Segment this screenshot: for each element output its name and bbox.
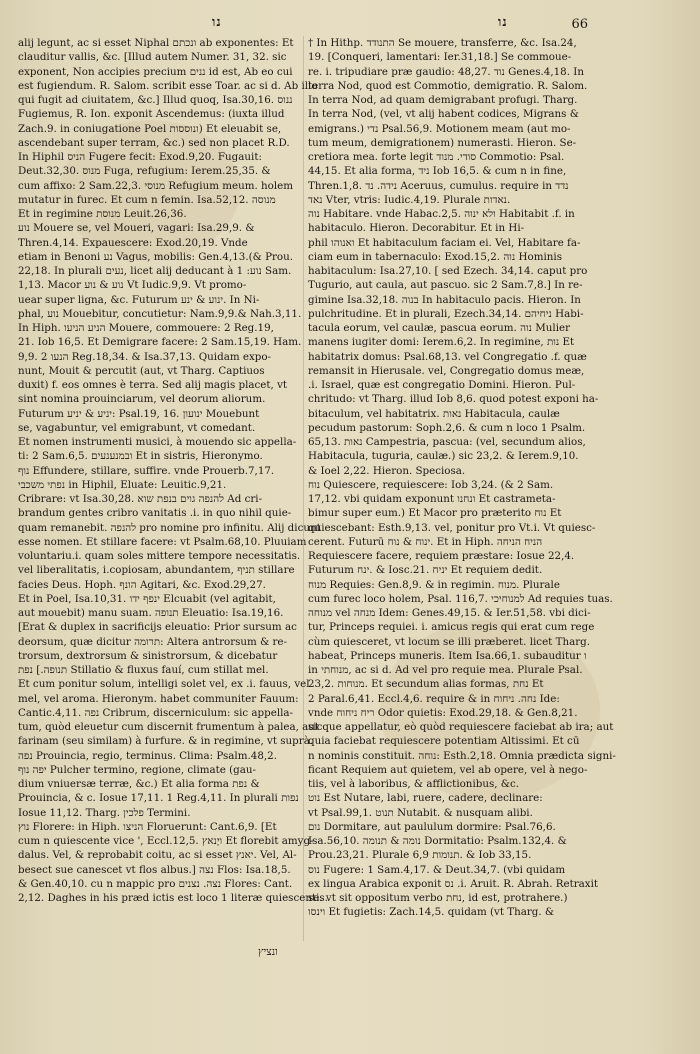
text-line: se. vt sit oppositum verbo נחת, id est, protrahere.)	[308, 892, 568, 904]
text-line: Deut.32,30. מנוס Fuga, refugium: Ierem.25,35. &	[18, 165, 271, 178]
left-column	[18, 36, 328, 905]
text-line: alij legunt, ac si esset Niphal ונכתם ab exponentes: Et	[18, 37, 294, 49]
right-column	[308, 36, 616, 920]
text-line: mutatur in furec. Et cum n femin. Isa.52,12. מנוסה	[18, 193, 276, 206]
text-line: tacula eorum, vel caulæ, pascua eorum. נוה Mulier	[308, 322, 571, 334]
text-line: ficant Requiem aut quietem, vel ab opere, vel à nego-	[308, 763, 588, 776]
text-line: 17,12. vbi quidam exponunt ונחנו Et castrameta-	[308, 493, 556, 505]
text-line: emigrans.) נדי Psal.56,9. Motionem meam (aut mo-	[308, 122, 571, 135]
text-line: & Gen.40,10. cu n mappic pro נצה. נצנים Flores: Cant.	[18, 877, 293, 890]
text-line: Cribrare: vt Isa.30,28. להנפה גוים בנפת שוא Ad cri-	[18, 493, 263, 505]
text-line: clauditur vallis, &c. [Illud autem Numer. 31, 32. sic	[18, 51, 287, 64]
text-line: Futurum ינח. & Iosc.21. יניח Et requiem dedit.	[308, 564, 543, 577]
text-line: Cantic.4,11. נפה Cribrum, discerniculum: sic appella-	[18, 706, 294, 719]
text-line: Thren.4,14. Expauescere: Exod.20,19. Vnde	[18, 236, 248, 249]
text-line: vt Psal.99,1. תנוט Nutabit. & nusquam alibi.	[308, 806, 533, 819]
text-line: tiis, vel à laboribus, & afflictionibus, &c.	[308, 778, 519, 790]
text-line: brandum gentes cribro vanitatis .i. in quo nihil quie-	[18, 507, 292, 520]
text-line: bimur super eum.) Et Macor pro præterito נוח Et	[308, 507, 562, 520]
text-line: Iosue 11,12. Tharg. פלכין Termini.	[18, 806, 191, 819]
running-head-left: נו	[212, 15, 222, 30]
text-line: phal, נוע Mouebitur, concutietur: Nam.9,9.& Nah.3,11.	[18, 307, 302, 320]
text-line: 44,15. Et alia forma, ניד Iob 16,5. & cum n in fine,	[308, 165, 567, 178]
text-line: cum furec loco holem, Psal. 116,7. למנוחיכי Ad requies tuas.	[308, 592, 613, 605]
text-line: bitaculum, vel habitatrix. נאות Habitacula, caulæ	[308, 407, 560, 420]
text-line: re. i. tripudiare præ gaudio: 48,27. נוד Genes.4,18. In	[308, 65, 584, 78]
text-line: voluntariu.i. quam soles mittere tempore necessitatis.	[18, 550, 301, 562]
text-line: quia faciebat requiescere potentiam Altissimi. Et cū	[308, 735, 580, 748]
text-line: quiescebant: Esth.9,13. vel, ponitur pro Vt.i. Vt quiesc-	[308, 521, 596, 534]
text-line: נוט Est Nutare, labi, ruere, cadere, declinare:	[308, 792, 543, 805]
text-line: 65,13. נאות Campestria, pascua: (vel, secundum alios,	[308, 436, 586, 448]
text-line: נוס Fugere: 1 Sam.4,17. & Deut.34,7. (vbi quidam	[308, 863, 566, 876]
text-line: sint nomina prouinciarum, vel deorum aliorum.	[18, 393, 266, 406]
text-line: נוע Mouere se, vel Moueri, vagari: Isa.29,9. &	[18, 222, 255, 235]
text-line: 2 Paral.6,41. Eccl.4,6. require & in נחה. ניחוח Ide:	[308, 692, 560, 705]
text-line: Et in Poel, Isa.10,31. ינפף ידו Elcuabit (vel agitabit,	[18, 592, 276, 605]
text-line: 23,2. מנוחות. Et secundum alias formas, נחת Et	[308, 678, 544, 691]
running-head-right: נו	[498, 15, 508, 30]
text-line: tum meum, demigrationem) numerasti. Hieron. Se-	[308, 136, 577, 149]
text-line: pulchritudine. Et in plurali, Ezech.34,14. ניחיהם Habi-	[308, 307, 584, 320]
text-line: מנוח Requies: Gen.8,9. & in regimin. מנוח. Plurale	[308, 578, 560, 591]
text-line: habitaculo. Hieron. Decorabitur. Et in Hi-	[308, 222, 525, 235]
text-line: Habitacula, tuguria, caulæ.) sic 23,2. & Ierem.9,10.	[308, 450, 579, 463]
text-line: יפה נוף Pulcher termino, regione, climate (gau-	[18, 763, 257, 776]
text-line: ascendebant super terram, &c.) sed non placet R.D.	[18, 136, 290, 149]
text-line: dalus. Vel, & reprobabit coitu, ac si esset יאנץ. Vel, Al-	[18, 849, 297, 862]
text-line: וינסו Et fugietis: Zach.14,5. quidam (vt Tharg. &	[308, 906, 555, 919]
text-line: נפה Prouincia, regio, terminus. Clima: Psalm.48,2.	[18, 749, 277, 762]
text-line: cretiora mea. forte legit סודי. מנוד Commotio: Psal.	[308, 151, 565, 163]
page-number: 66	[571, 17, 588, 32]
text-line: duxit) f. eos omnes è terra. Sed alij magis placet, vt	[18, 379, 288, 391]
text-line: habitatrix domus: Psal.68,13. vel Congregatio .f. quæ	[308, 350, 587, 363]
text-line: manens iugiter domi: Ierem.6,2. In regimine, נות Et	[308, 336, 575, 349]
text-line: vnde ריח ניחוח Odor quietis: Exod.29,18. & Gen.8,21.	[308, 706, 578, 719]
text-line: aut mouebit) manu suam. תנופה Eleuatio: Isa.19,16.	[18, 607, 284, 619]
text-line: Requiescere facere, requiem præstare: Iosue 22,4.	[308, 550, 575, 562]
text-line: chritudo: vt Tharg. illud Iob 8,6. quod potest exponi ha-	[308, 393, 599, 406]
text-line: trorsum, dextrorsum & sinistrorsum, & dicebatur	[18, 649, 278, 662]
text-line: farinam (seu similam) à furfure. & in regimine, vt suprà.	[18, 735, 314, 748]
text-line: 9,9. הנעו 2 Reg.18,34. & Isa.37,13. Quidam expo-	[18, 350, 272, 363]
text-line: tur, Princeps requiei. i. amicus regis qui erat cum rege	[308, 621, 595, 634]
text-line: ciam eum in tabernaculo: Exod.15,2. נוה Hominis	[308, 250, 562, 263]
text-line: facies Deus. Hoph. הונף Agitari, &c. Exod.29,27.	[18, 578, 266, 591]
text-line: 1,13. Macor נוע & נוע Vt Iudic.9,9. Vt promo-	[18, 279, 247, 292]
text-line: deorsum, quæ dicitur תרומה: Altera antrorsum & re-	[18, 635, 288, 648]
text-line: Prou.23,21. Plurale תנומות 6,9. & Iob 33,15.	[308, 849, 532, 862]
text-line: terra Nod, quod est Commotio, demigratio. R. Salom.	[308, 79, 588, 92]
text-line: mel, vel aroma. Hieronym. habet communiter Fauum:	[18, 692, 299, 705]
text-line: exponent, Non accipies precium ננים id est, Ab eo cui	[18, 65, 293, 78]
text-line: מנוחה vel מנחה Idem: Genes.49,15. & Ier.51,58. vbi dici-	[308, 607, 591, 619]
text-line: [Erat & duplex in sacrificijs eleuatio: Prior sursum ac	[18, 621, 297, 634]
text-line: quam remanebit. להנפה pro nomine pro infinitu. Alij dicunt	[18, 521, 321, 534]
text-line: & Ioel 2,22. Hieron. Speciosa.	[308, 464, 466, 477]
text-line: Prouincia, & c. Iosue 17,11. 1 Reg.4,11. In plurali נפות	[18, 792, 299, 805]
column-divider	[303, 36, 304, 941]
text-line: ex lingua Arabica exponit נס .i. Aruit. R. Abrah. Retraxit	[308, 877, 599, 890]
text-line: n nominis constituit. נוחה: Esth.2,18. Omnia prædicta signi-	[308, 749, 616, 762]
text-line: נום Dormitare, aut paululum dormire: Psal.76,6.	[308, 820, 556, 833]
text-line: cùm quiesceret, vt locum se illi præberet. licet Tharg.	[308, 635, 591, 648]
text-line: Et cum ponitur solum, intelligi solet vel, ex .i. fauus, vel	[18, 678, 310, 691]
text-line: sicque appellatur, eò quòd requiescere faciebat ab ira; aut	[308, 721, 614, 733]
text-line: In terra Nod, (vel, vt alij habent codices, Migrans &	[308, 108, 579, 121]
text-line: dium vniuersæ terræ, &c.) Et alia forma נפת &	[18, 778, 260, 790]
text-line: qui fugit ad ciuitatem, &c.] Illud quoq, Isa.30,16. ננוס	[18, 94, 293, 106]
text-line: ti: 2 Sam.6,5. ובמנענעים Et in sistris, Hieronymo.	[18, 450, 263, 463]
text-line: nunt, Mouit & percutit (aut, vt Tharg. Captiuos	[18, 364, 265, 377]
text-line: נוח Quiescere, requiescere: Iob 3,24. (& 2 Sam.	[308, 478, 554, 491]
text-line: esse nomen. Et stillare facere: vt Psalm.68,10. Pluuiam	[18, 535, 307, 548]
text-line: Et nomen instrumenti musici, à mouendo sic appella-	[18, 436, 297, 448]
text-line: תנופה.] נפת Stillatio & fluxus fauí, cum stillat mel.	[18, 664, 269, 676]
text-line: tum, quòd eleuetur cum discernit frumentum à palea, aut	[18, 721, 320, 733]
text-line: cum n quiescente vice ', Eccl.12,5. ויָנאץ Et florebit amyg-	[18, 835, 314, 847]
text-line: habeat, Princeps muneris. Item Isa.66,1. subauditur ו	[308, 649, 587, 662]
text-line: נוף Effundere, stillare, suffire. vnde Prouerb.7,17.	[18, 464, 275, 477]
text-line: In Hiph. הניע הניעו Mouere, commouere: 2 Reg.19,	[18, 322, 274, 334]
text-line: נוץ Florere: in Hiph. הניצו Floruerunt: Cant.6,9. [Et	[18, 820, 277, 833]
text-line: etiam in Benoni נע Vagus, mobilis: Gen.4,13.(& Prou.	[18, 250, 294, 263]
text-line: se, vagabuntur, vel emigrabunt, vt comedant.	[18, 421, 256, 434]
text-line: In Hiphil הניס Fugere fecit: Exod.9,20. Fugauit:	[18, 151, 262, 163]
text-line: Thren.1,8. נידה. נד Aceruus, cumulus. require in נדד	[308, 179, 569, 192]
text-line: 22,18. In plurali נעים, licet alij deducant à נוע: 1 Sam.	[18, 265, 292, 277]
text-line: Et in regimine מנוסת Leuit.26,36.	[18, 208, 187, 220]
text-line: besect sue canescet vt flos albus.] נצה Flos: Isa.18,5.	[18, 863, 291, 876]
text-line: cum affixo: 2 Sam.22,3. מנוסי Refugium meum. holem	[18, 179, 294, 192]
text-line: in מנוחתי, ac si d. Ad vel pro requie mea. Plurale Psal.	[308, 664, 583, 676]
text-line: In terra Nod, ad quam demigrabant profugi. Tharg.	[308, 94, 578, 106]
text-line: נוה Habitare. vnde Habac.2,5. ולא ינוה Habitabit .f. in	[308, 208, 575, 220]
text-line: Isa.56,10. נומה & תנומה Dormitatio: Psalm.132,4. &	[308, 835, 567, 847]
text-line: 21. Iob 16,5. Et Demigrare facere: 2 Sam.15,19. Ham.	[18, 336, 302, 349]
text-line: נפתי משכבי in Hiphil, Eluate: Leuitic.9,21.	[18, 478, 227, 491]
text-line: 2,12. Daghes in his præd ictis est loco 1 literæ quiescentis.	[18, 892, 328, 904]
text-line: phil ואנוהו Et habitaculum faciam ei. Vel, Habitare fa-	[308, 236, 581, 249]
text-line: 19. [Conqueri, lamentari: Ier.31,18.] Se commoue-	[308, 51, 572, 64]
text-line: uear super ligna, &c. Futurum ינוע & ינע. In Ni-	[18, 293, 260, 306]
text-line: † In Hithp. התנודד Se mouere, transferre, &c. Isa.24,	[308, 37, 577, 49]
text-line: Fugiemus, R. Ion. exponit Ascendemus: (iuxta illud	[18, 108, 285, 121]
text-line: Zach.9. in coniugatione Poel ונוססות) Et eleuabit se,	[18, 122, 282, 135]
text-line: .i. Israel, quæ est congregatio Domini. Hieron. Pul-	[308, 379, 576, 391]
catchword: ונציץ	[258, 946, 278, 958]
text-line: vel liberalitatis, i.copiosam, abundantem, תניף stillare	[18, 564, 295, 577]
text-line: נאד Vter, vtris: Iudic.4,19. Plurale נאדות.	[308, 193, 511, 206]
text-line: gimine Isa.32,18. בנוה In habitaculo pacis. Hieron. In	[308, 293, 581, 306]
text-line: est fugiendum. R. Salom. scribit esse Toar. ac si d. Ab illo	[18, 79, 318, 92]
text-line: pecudum pastorum: Soph.2,6. & cum n loco 1 Psalm.	[308, 421, 586, 434]
text-line: cerent. Futurū ינוח & נוח. Et in Hiph. הניח הניחה	[308, 535, 543, 548]
text-line: Futurum יניע & יניע: Psal.19, 16. ינועון Mouebunt	[18, 407, 260, 420]
text-line: Tugurio, aut caula, aut pascuo. sic 2 Sam.7,8.] In re-	[308, 279, 583, 292]
text-line: habitaculum: Isa.27,10. [ sed Ezech. 34,14. caput pro	[308, 265, 588, 277]
text-line: remansit in Hierusale. vel, Congregatio domus meæ,	[308, 364, 585, 377]
page-header	[0, 14, 700, 36]
